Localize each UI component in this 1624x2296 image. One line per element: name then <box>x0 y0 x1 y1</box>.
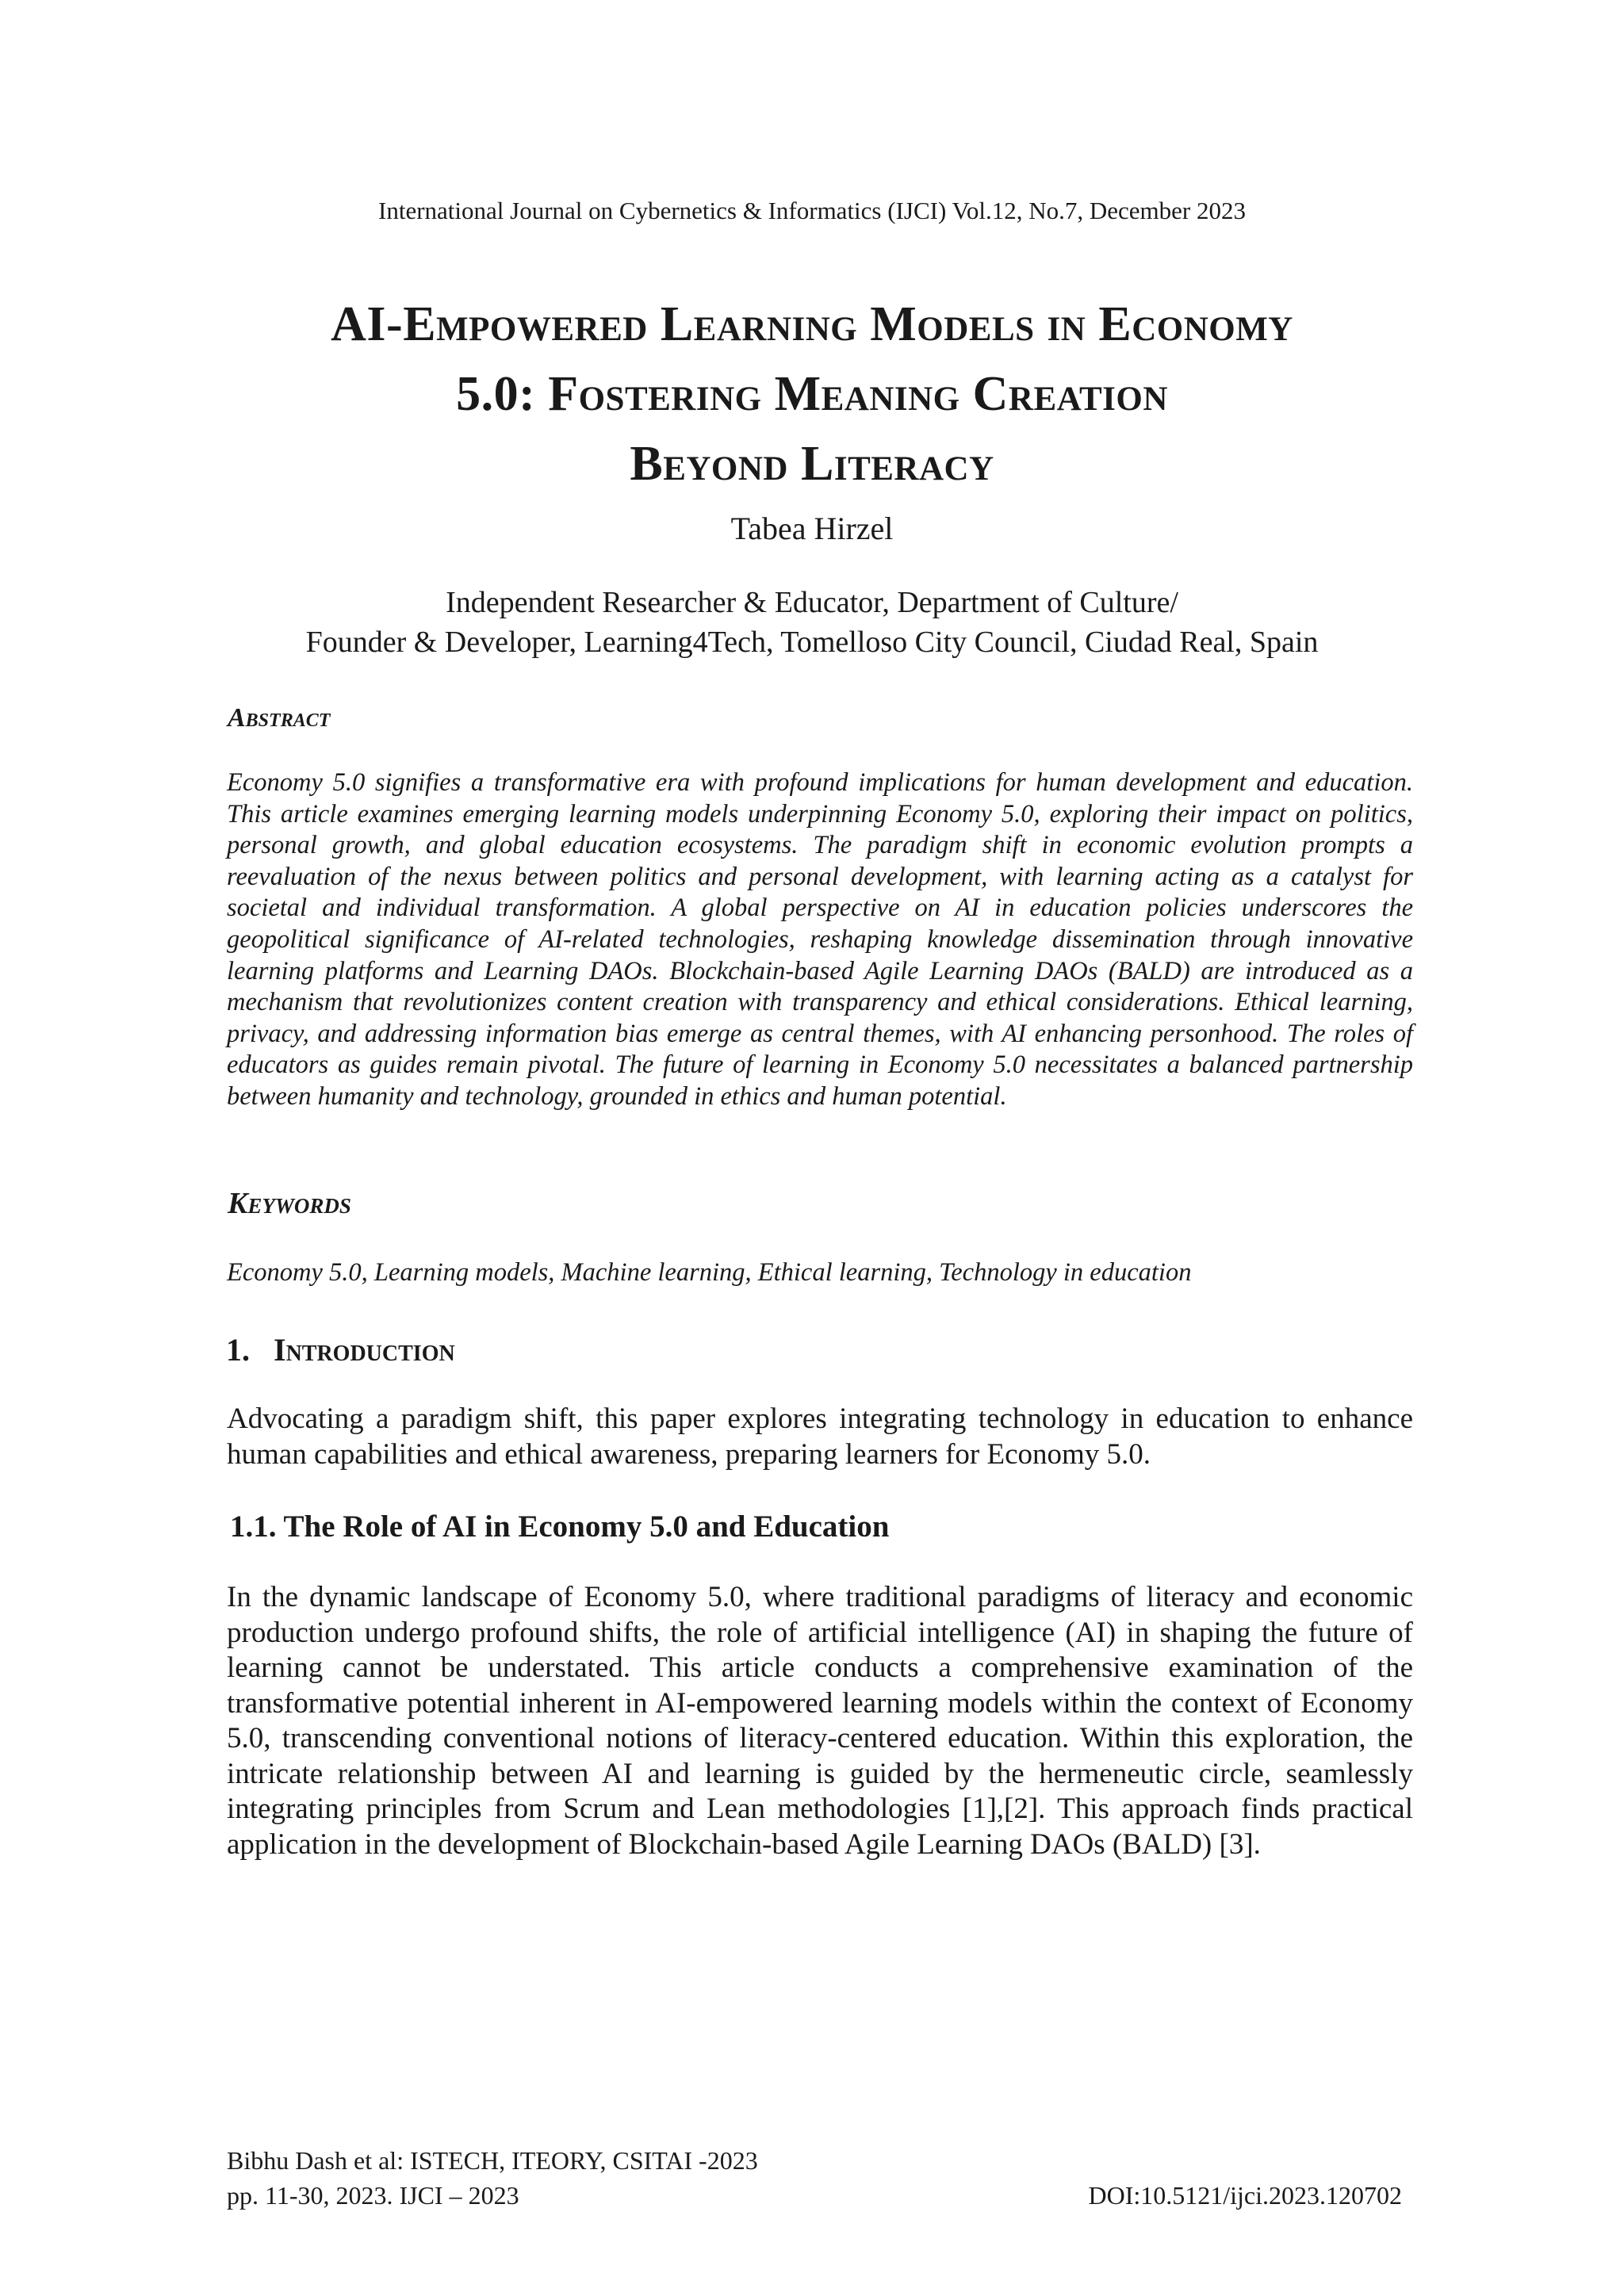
keywords-heading: Keywords <box>228 1187 351 1220</box>
title-line-2: 5.0: Fostering Meaning Creation <box>456 367 1168 421</box>
section-heading-introduction <box>226 1330 455 1371</box>
affiliation-line-1: Independent Researcher & Educator, Department of Culture/ <box>446 586 1178 619</box>
footer-doi: DOI:10.5121/ijci.2023.120702 <box>1088 2181 1402 2210</box>
footer-citation <box>227 2143 758 2213</box>
running-head: International Journal on Cybernetics & Informatics (IJCI) Vol.12, No.7, December 2023 <box>378 197 1246 224</box>
author-name: Tabea Hirzel <box>730 511 894 546</box>
introduction-paragraph: Advocating a paradigm shift, this paper explores integrating technology in education to enhance human capabilities and ethical awareness, preparing learners for Economy 5.0. <box>227 1402 1413 1471</box>
section-number: 1. <box>226 1332 250 1368</box>
subsection-paragraph: In the dynamic landscape of Economy 5.0, where traditional paradigms of literacy and economic production undergo profound shifts, the role of artificial intelligence (AI) in shaping the future of learning cannot be understated. This article conducts a comprehensive examination of the transformative potential inherent in AI-empowered learning models within the context of Economy 5.0, transcending conventional notions of literacy-centered education. Within this exploration, the intricate relationship between AI and learning is guided by the hermeneutic circle, seamlessly integrating principles from Scrum and Lean methodologies [1],[2]. This approach finds practical application in the development of Blockchain-based Agile Learning DAOs (BALD) [3]. <box>227 1581 1413 1861</box>
title-line-1: AI-Empowered Learning Models in Economy <box>331 297 1293 351</box>
footer-line-2: pp. 11-30, 2023. IJCI – 2023 <box>227 2181 519 2210</box>
paper-title <box>143 289 1481 499</box>
abstract-heading: Abstract <box>228 703 331 733</box>
abstract-text: Economy 5.0 signifies a transformative era with profound implications for human development and education. This article examines emerging learning models underpinning Economy 5.0, exploring their impact on politics, personal growth, and global education ecosystems. The paradigm shift in economic evolution prompts a reevaluation of the nexus between politics and personal development, with learning acting as a catalyst for societal and individual transformation. A global perspective on AI in education policies underscores the geopolitical significance of AI-related technologies, reshaping knowledge dissemination through innovative learning platforms and Learning DAOs. Blockchain-based Agile Learning DAOs (BALD) are introduced as a mechanism that revolutionizes content creation with transparency and ethical considerations. Ethical learning, privacy, and addressing information bias emerge as central themes, with AI enhancing personhood. The roles of educators as guides remain pivotal. The future of learning in Economy 5.0 necessitates a balanced partnership between humanity and technology, grounded in ethics and human potential. <box>227 768 1413 1111</box>
subsection-heading: 1.1. The Role of AI in Economy 5.0 and Education <box>230 1510 890 1544</box>
section-title: Introduction <box>274 1332 455 1368</box>
affiliation-line-2: Founder & Developer, Learning4Tech, Tomelloso City Council, Ciudad Real, Spain <box>305 626 1319 659</box>
keywords-text: Economy 5.0, Learning models, Machine learning, Ethical learning, Technology in education <box>227 1258 1192 1287</box>
author-affiliation <box>0 583 1624 662</box>
footer-line-1: Bibhu Dash et al: ISTECH, ITEORY, CSITAI -2023 <box>227 2146 758 2175</box>
title-line-3: Beyond Literacy <box>630 437 994 491</box>
